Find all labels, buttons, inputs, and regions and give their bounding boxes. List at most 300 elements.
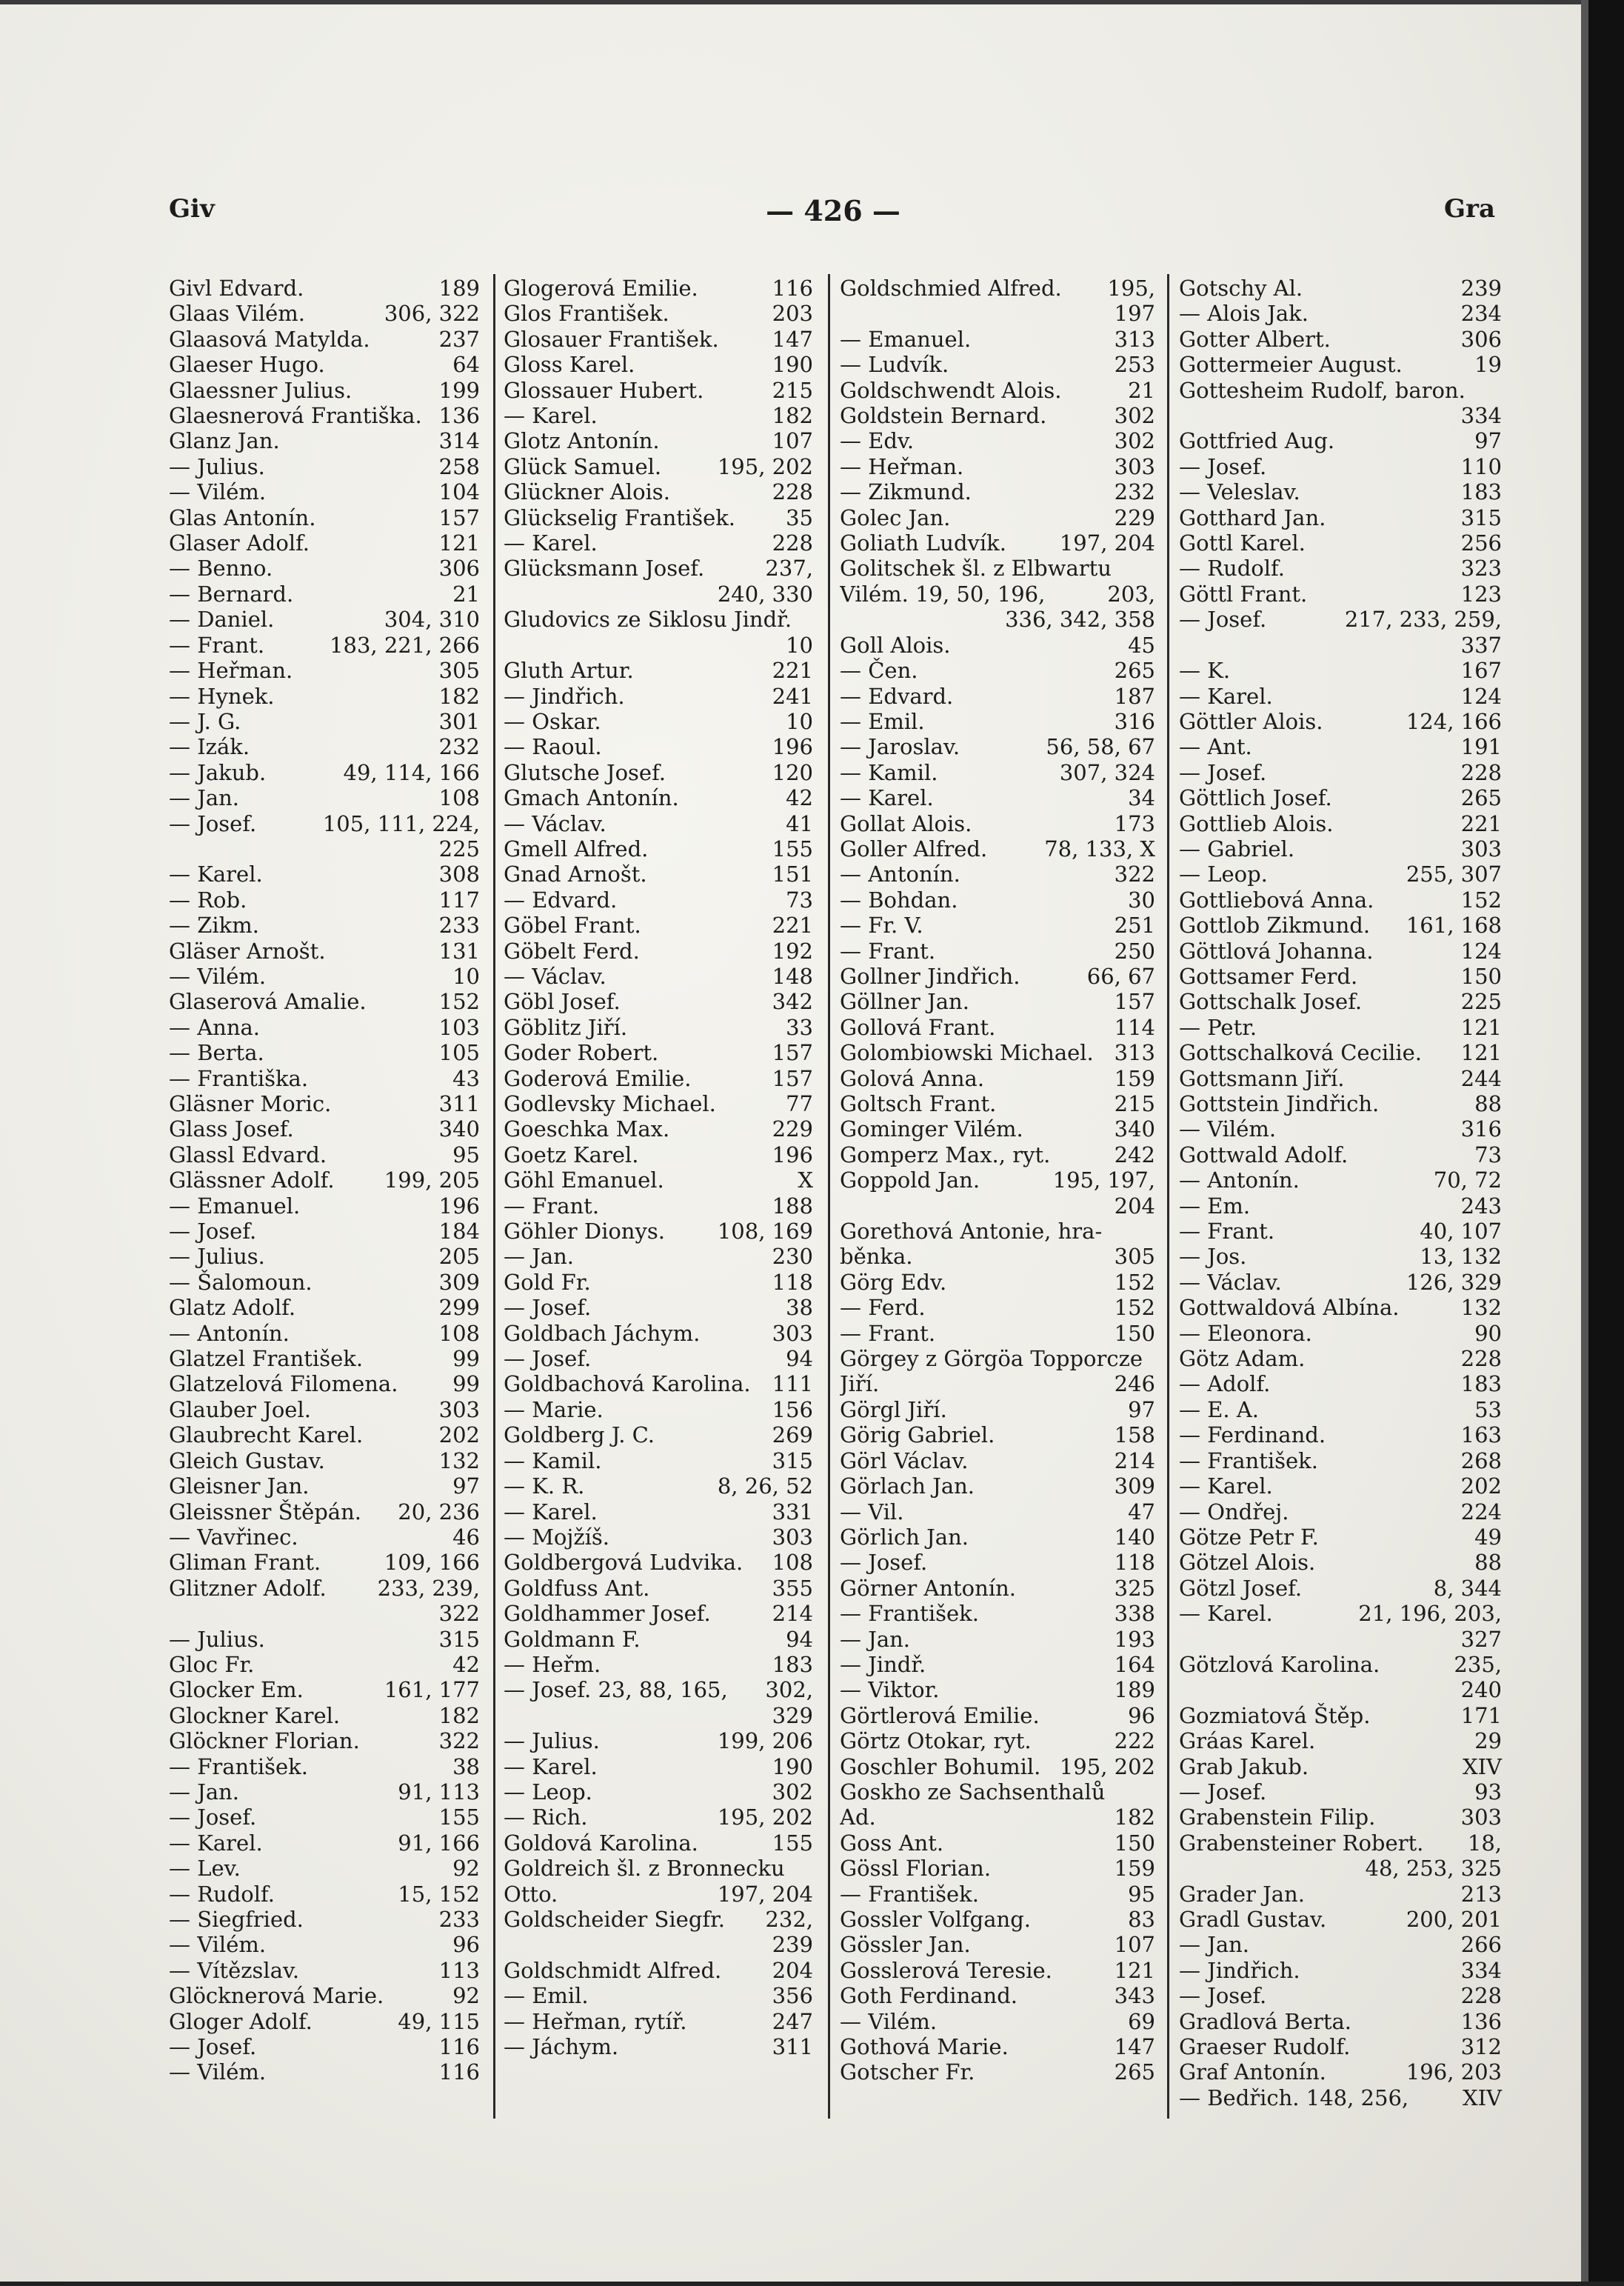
- entry-name: — Edvard.: [504, 887, 618, 913]
- entry-pages: 97: [452, 1473, 480, 1499]
- index-entry: [840, 1295, 1155, 1320]
- index-entry: [1179, 556, 1502, 581]
- entry-pages: 152: [1114, 1269, 1155, 1295]
- entry-pages: 105, 111, 224,: [322, 810, 480, 836]
- entry-name: — Jindř.: [840, 1651, 926, 1677]
- entry-pages: 182: [438, 683, 480, 709]
- entry-pages: 322: [1114, 862, 1155, 887]
- entry-name: — Josef.: [840, 1550, 928, 1576]
- entry-pages: 343: [1114, 1983, 1155, 2009]
- entry-name: Görtlerová Emilie.: [840, 1702, 1040, 1728]
- entry-pages: 225: [438, 836, 480, 862]
- index-entry: [840, 1932, 1155, 1957]
- entry-pages: 214: [1114, 1447, 1155, 1473]
- entry-name: Glutsche Josef.: [504, 759, 666, 785]
- entry-name: Görgl Jiří.: [840, 1396, 947, 1422]
- entry-name: — Josef.: [1179, 607, 1267, 633]
- entry-pages: 195, 202: [1059, 1753, 1155, 1779]
- entry-pages: 110: [1460, 453, 1502, 479]
- entry-name: Gráas Karel.: [1179, 1728, 1316, 1754]
- index-entry: [840, 301, 1155, 326]
- entry-pages: 121: [1460, 1014, 1502, 1040]
- index-entry: [169, 403, 480, 428]
- entry-name: — Eleonora.: [1179, 1320, 1312, 1346]
- entry-pages: 303: [1114, 453, 1155, 479]
- index-entry: [169, 1830, 480, 1856]
- entry-name: — Vavřinec.: [169, 1524, 298, 1550]
- index-entry: [1179, 1091, 1502, 1116]
- index-entry: [1179, 684, 1502, 709]
- index-entry: [504, 939, 813, 964]
- entry-name: Ad.: [840, 1805, 876, 1830]
- entry-pages: 188: [772, 1193, 813, 1219]
- index-entry: [840, 811, 1155, 836]
- entry-name: Gollat Alois.: [840, 810, 972, 836]
- index-entry: [840, 1066, 1155, 1091]
- entry-name: Grabenstein Filip.: [1179, 1805, 1376, 1830]
- scan-edge-top: [0, 0, 1624, 4]
- entry-pages: 35: [786, 504, 813, 530]
- index-entry: [840, 785, 1155, 810]
- index-entry: [1179, 862, 1502, 887]
- index-entry: [840, 862, 1155, 887]
- index-entry: [504, 760, 813, 785]
- entry-name: — Mojžíš.: [504, 1524, 610, 1550]
- entry-name: Gottsmann Jiří.: [1179, 1065, 1345, 1091]
- index-entry: [1179, 1754, 1502, 1779]
- index-entry: [1179, 1473, 1502, 1499]
- entry-name: — Anna.: [169, 1014, 261, 1040]
- entry-pages: 196: [772, 734, 813, 760]
- index-entry: [1179, 352, 1502, 377]
- index-entry: [840, 989, 1155, 1014]
- index-entry: [1179, 1932, 1502, 1957]
- entry-pages: 21: [452, 581, 480, 607]
- index-entry: [1179, 2059, 1502, 2085]
- entry-name: — František.: [840, 1881, 979, 1907]
- entry-name: — Rich.: [504, 1805, 588, 1830]
- index-entry: [840, 1270, 1155, 1295]
- entry-name: — Josef.: [1179, 759, 1267, 785]
- entry-pages: 191: [1460, 734, 1502, 760]
- index-entry: [504, 428, 813, 453]
- entry-name: — Antonín.: [169, 1320, 290, 1346]
- entry-pages: 158: [1114, 1422, 1155, 1448]
- entry-pages: 48, 253, 325: [1365, 1856, 1502, 1882]
- entry-pages: 47: [1128, 1499, 1155, 1524]
- entry-name: — Edv.: [840, 428, 915, 454]
- entry-name: Gläsner Moric.: [169, 1091, 332, 1116]
- running-head-right: Gra: [1444, 194, 1495, 224]
- entry-name: Goschler Bohumil.: [840, 1753, 1041, 1779]
- entry-pages: 77: [786, 1091, 813, 1116]
- entry-name: Görlach Jan.: [840, 1473, 975, 1499]
- entry-pages: 20, 236: [398, 1499, 480, 1524]
- index-entry: [169, 1193, 480, 1219]
- entry-name: — Gabriel.: [1179, 836, 1295, 862]
- entry-pages: 140: [1114, 1524, 1155, 1550]
- entry-pages: 302,: [765, 1677, 813, 1703]
- entry-name: Goldscheider Siegfr.: [504, 1907, 726, 1932]
- index-entry: [169, 964, 480, 989]
- entry-name: Goskho ze Sachsenthalů: [840, 1779, 1106, 1805]
- entry-pages: 243: [1460, 1193, 1502, 1219]
- index-entry: [504, 1270, 813, 1295]
- entry-name: — Jos.: [1179, 1244, 1247, 1270]
- entry-name: Glas Antonín.: [169, 504, 316, 530]
- index-entry: [840, 403, 1155, 428]
- entry-name: Görner Antonín.: [840, 1575, 1016, 1601]
- entry-pages: 355: [772, 1575, 813, 1601]
- entry-pages: 41: [786, 810, 813, 836]
- entry-name: Glaubrecht Karel.: [169, 1422, 364, 1448]
- entry-pages: 95: [1128, 1881, 1155, 1907]
- entry-pages: 92: [452, 1983, 480, 2009]
- entry-name: — Karel.: [1179, 1601, 1273, 1627]
- entry-pages: 197, 204: [717, 1881, 813, 1907]
- index-entry: [840, 2059, 1155, 2085]
- entry-pages: 108: [438, 1320, 480, 1346]
- index-entry: [1179, 1167, 1502, 1193]
- entry-name: — Daniel.: [169, 607, 275, 633]
- index-entry: [169, 1856, 480, 1881]
- index-entry: [169, 811, 480, 836]
- entry-name: — Heřman.: [840, 453, 964, 479]
- index-entry: [169, 1576, 480, 1601]
- entry-pages: 107: [772, 428, 813, 454]
- entry-name: Glanz Jan.: [169, 428, 280, 454]
- entry-name: — Josef.: [169, 810, 257, 836]
- entry-name: Gotschy Al.: [1179, 276, 1303, 301]
- entry-pages: 233: [438, 1907, 480, 1932]
- entry-pages: 214: [772, 1601, 813, 1627]
- entry-pages: 155: [772, 836, 813, 862]
- entry-name: Goldschmied Alfred.: [840, 276, 1062, 301]
- index-entry: [1179, 1779, 1502, 1805]
- scan-edge-bottom: [0, 2282, 1624, 2286]
- entry-name: Goderová Emilie.: [504, 1065, 692, 1091]
- entry-name: — K. R.: [504, 1473, 585, 1499]
- index-entry: [1179, 1907, 1502, 1932]
- entry-name: Gloc Fr.: [169, 1651, 255, 1677]
- entry-name: — Frant.: [169, 632, 265, 658]
- index-entry: [840, 1040, 1155, 1065]
- index-entry: [169, 582, 480, 607]
- index-entry: [169, 1550, 480, 1575]
- index-entry: [169, 1907, 480, 1932]
- index-entry: [1179, 1958, 1502, 1983]
- index-entry: [169, 1371, 480, 1396]
- entry-pages: 232: [438, 734, 480, 760]
- entry-name: — E. A.: [1179, 1396, 1259, 1422]
- index-entry: [504, 862, 813, 887]
- entry-pages: 266: [1460, 1932, 1502, 1958]
- entry-name: — Emanuel.: [169, 1193, 301, 1219]
- index-entry: [840, 836, 1155, 862]
- entry-name: Glassl Edvard.: [169, 1142, 327, 1167]
- entry-name: — Jan.: [1179, 1932, 1250, 1958]
- entry-name: Glaessner Julius.: [169, 377, 352, 403]
- index-entry: [169, 1040, 480, 1065]
- entry-name: Jiří.: [840, 1371, 880, 1397]
- entry-pages: 203: [772, 301, 813, 327]
- entry-name: — Veleslav.: [1179, 479, 1300, 505]
- entry-name: — Kamil.: [504, 1447, 602, 1473]
- entry-name: — Josef.: [1179, 453, 1267, 479]
- entry-pages: 150: [1114, 1320, 1155, 1346]
- entry-pages: 306: [1460, 326, 1502, 352]
- entry-name: Graeser Rudolf.: [1179, 2034, 1351, 2060]
- entry-name: — Em.: [1179, 1193, 1251, 1219]
- entry-name: Glatzelová Filomena.: [169, 1371, 398, 1397]
- entry-pages: 15, 152: [398, 1881, 480, 1907]
- entry-pages: 200, 201: [1406, 1907, 1502, 1932]
- index-entry: [1179, 1015, 1502, 1040]
- index-entry: [169, 836, 480, 862]
- entry-name: — Viktor.: [840, 1677, 940, 1703]
- index-entry: [169, 1397, 480, 1422]
- index-entry: [1179, 1550, 1502, 1575]
- index-entry: [840, 887, 1155, 913]
- index-entry: [840, 1499, 1155, 1524]
- index-entry: [1179, 1983, 1502, 2008]
- index-entry: [840, 1371, 1155, 1396]
- entry-pages: 240: [1460, 1677, 1502, 1703]
- index-entry: [169, 530, 480, 556]
- index-entry: [840, 1830, 1155, 1856]
- entry-name: Göttl Frant.: [1179, 581, 1308, 607]
- entry-pages: X: [798, 1167, 813, 1193]
- entry-name: Otto.: [504, 1881, 558, 1907]
- entry-pages: 303: [1460, 836, 1502, 862]
- entry-pages: 228: [1460, 1346, 1502, 1372]
- entry-pages: 116: [438, 2034, 480, 2060]
- index-entry: [169, 1116, 480, 1142]
- index-entry: [1179, 1270, 1502, 1295]
- entry-pages: 157: [438, 504, 480, 530]
- entry-pages: 316: [1114, 708, 1155, 734]
- entry-name: — Vítězslav.: [169, 1957, 300, 1983]
- entry-name: — Jan.: [169, 1779, 240, 1805]
- entry-pages: 66, 67: [1086, 963, 1155, 989]
- entry-pages: 228: [1460, 759, 1502, 785]
- entry-name: — Karel.: [169, 862, 263, 887]
- entry-pages: 302: [1114, 428, 1155, 454]
- index-entry: [169, 327, 480, 352]
- index-entry: [504, 378, 813, 403]
- entry-pages: 94: [786, 1346, 813, 1372]
- entry-name: — František.: [169, 1753, 308, 1779]
- entry-pages: 228: [1460, 1983, 1502, 2009]
- index-entry: [504, 1142, 813, 1167]
- entry-name: Glatzel František.: [169, 1346, 364, 1372]
- entry-pages: 246: [1114, 1371, 1155, 1397]
- index-entry: [169, 2009, 480, 2034]
- entry-pages: 121: [1460, 1040, 1502, 1066]
- entry-pages: 197: [1114, 301, 1155, 327]
- entry-pages: 230: [772, 1244, 813, 1270]
- entry-name: Glückselig František.: [504, 504, 736, 530]
- index-entry: [1179, 989, 1502, 1014]
- entry-name: — Heřman.: [169, 658, 293, 684]
- entry-name: Glückner Alois.: [504, 479, 670, 505]
- index-entry: [504, 607, 813, 632]
- index-entry: [504, 1779, 813, 1805]
- entry-name: Golec Jan.: [840, 504, 951, 530]
- entry-pages: 244: [1460, 1065, 1502, 1091]
- entry-pages: 108: [772, 1550, 813, 1576]
- entry-pages: 313: [1114, 326, 1155, 352]
- entry-pages: 34: [1128, 785, 1155, 811]
- entry-pages: 147: [772, 326, 813, 352]
- entry-name: — Julius.: [169, 1626, 265, 1652]
- entry-pages: 204: [772, 1957, 813, 1983]
- entry-name: — Hynek.: [169, 683, 275, 709]
- index-entry: [840, 1652, 1155, 1677]
- entry-pages: 10: [452, 963, 480, 989]
- index-entry: [504, 1601, 813, 1626]
- entry-pages: 159: [1114, 1856, 1155, 1882]
- index-entry: [1179, 1116, 1502, 1142]
- index-entry: [840, 1321, 1155, 1346]
- index-entry: [169, 1091, 480, 1116]
- entry-name: — Lev.: [169, 1856, 241, 1882]
- entry-pages: 356: [772, 1983, 813, 2009]
- index-entry: [1179, 1652, 1502, 1677]
- entry-name: — Benno.: [169, 556, 273, 582]
- entry-pages: 73: [786, 887, 813, 913]
- entry-pages: 195,: [1107, 276, 1155, 301]
- index-entry: [840, 1550, 1155, 1575]
- entry-name: Gradlová Berta.: [1179, 2008, 1352, 2034]
- index-entry: [169, 1882, 480, 1907]
- index-entry: [1179, 505, 1502, 530]
- entry-pages: 159: [1114, 1065, 1155, 1091]
- index-entry: [504, 1448, 813, 1473]
- entry-name: Gottstein Jindřich.: [1179, 1091, 1380, 1116]
- entry-pages: 183: [1460, 479, 1502, 505]
- index-entry: [504, 530, 813, 556]
- index-entry: [840, 1601, 1155, 1626]
- entry-pages: 88: [1474, 1091, 1502, 1116]
- index-entry: [840, 1805, 1155, 1830]
- index-entry: [840, 1882, 1155, 1907]
- entry-name: Gomperz Max., ryt.: [840, 1142, 1051, 1167]
- entry-name: Glauber Joel.: [169, 1396, 311, 1422]
- entry-pages: 199: [438, 377, 480, 403]
- entry-name: — Julius.: [504, 1728, 600, 1754]
- index-entry: [504, 301, 813, 326]
- entry-name: Glaesnerová Františka.: [169, 403, 422, 429]
- index-entry: [840, 633, 1155, 658]
- index-entry: [504, 505, 813, 530]
- index-entry: [504, 454, 813, 479]
- entry-name: — Izák.: [169, 734, 250, 760]
- entry-pages: 132: [438, 1447, 480, 1473]
- index-entry: [1179, 1830, 1502, 1856]
- entry-pages: 305: [1114, 1244, 1155, 1270]
- entry-pages: 108, 169: [717, 1219, 813, 1244]
- entry-name: Goldschwendt Alois.: [840, 377, 1062, 403]
- entry-pages: 132: [1460, 1295, 1502, 1321]
- entry-name: Goetz Karel.: [504, 1142, 639, 1167]
- entry-pages: 120: [772, 759, 813, 785]
- index-entry: [1179, 1499, 1502, 1524]
- index-entry: [840, 1958, 1155, 1983]
- entry-name: Gmell Alfred.: [504, 836, 649, 862]
- entry-pages: 314: [438, 428, 480, 454]
- entry-name: Görtz Otokar, ryt.: [840, 1728, 1032, 1754]
- entry-pages: 151: [772, 862, 813, 887]
- entry-pages: 152: [1460, 887, 1502, 913]
- index-entry: [169, 1779, 480, 1805]
- entry-name: — Frant.: [840, 1320, 936, 1346]
- index-entry: [504, 1116, 813, 1142]
- entry-pages: 114: [1114, 1014, 1155, 1040]
- entry-name: — Heřman, rytíř.: [504, 2008, 687, 2034]
- entry-name: Gottlieb Alois.: [1179, 810, 1334, 836]
- entry-name: — Ant.: [1179, 734, 1252, 760]
- index-entry: [504, 1167, 813, 1193]
- entry-name: Gmach Antonín.: [504, 785, 679, 811]
- entry-name: Gotscher Fr.: [840, 2059, 975, 2085]
- entry-pages: 171: [1460, 1702, 1502, 1728]
- entry-name: Goliath Ludvík.: [840, 530, 1006, 556]
- index-entry: [169, 913, 480, 938]
- entry-name: — Josef. 23, 88, 165,: [504, 1677, 728, 1703]
- entry-name: Gleissner Štěpán.: [169, 1499, 361, 1524]
- entry-name: Gottwaldová Albína.: [1179, 1295, 1400, 1321]
- entry-name: — Karel.: [504, 530, 598, 556]
- entry-pages: 91, 166: [398, 1830, 480, 1856]
- entry-name: Gossler Volfgang.: [840, 1907, 1031, 1932]
- entry-pages: 184: [438, 1219, 480, 1244]
- index-entry: [504, 1219, 813, 1244]
- entry-name: Goldstein Bernard.: [840, 403, 1047, 429]
- index-entry: [504, 2009, 813, 2034]
- index-column-3: [840, 276, 1155, 2085]
- entry-pages: 29: [1474, 1728, 1502, 1754]
- entry-name: Gloger Adolf.: [169, 2008, 313, 2034]
- index-entry: [169, 709, 480, 734]
- index-entry: [169, 1601, 480, 1626]
- entry-name: Gosslerová Teresie.: [840, 1957, 1052, 1983]
- index-entry: [840, 378, 1155, 403]
- entry-name: — Jindřich.: [1179, 1957, 1300, 1983]
- entry-name: — Adolf.: [1179, 1371, 1271, 1397]
- index-entry: [504, 658, 813, 683]
- index-entry: [504, 1371, 813, 1396]
- entry-name: — Jakub.: [169, 759, 267, 785]
- entry-name: — Karel.: [840, 785, 934, 811]
- entry-pages: 90: [1474, 1320, 1502, 1346]
- index-entry: [169, 1524, 480, 1550]
- entry-name: — Vilém.: [169, 2059, 267, 2085]
- entry-pages: 229: [772, 1116, 813, 1142]
- index-entry: [1179, 1397, 1502, 1422]
- index-entry: [504, 1627, 813, 1652]
- entry-name: Göbel Frant.: [504, 913, 641, 939]
- entry-pages: 78, 133, X: [1044, 836, 1155, 862]
- entry-name: Goppold Jan.: [840, 1167, 980, 1193]
- entry-name: — Kamil.: [840, 759, 938, 785]
- index-entry: [169, 301, 480, 326]
- index-entry: [840, 530, 1155, 556]
- entry-name: — Vilém.: [840, 2008, 938, 2034]
- entry-pages: 49, 115: [398, 2008, 480, 2034]
- entry-name: — Rudolf.: [169, 1881, 275, 1907]
- entry-name: — Josef.: [504, 1295, 592, 1321]
